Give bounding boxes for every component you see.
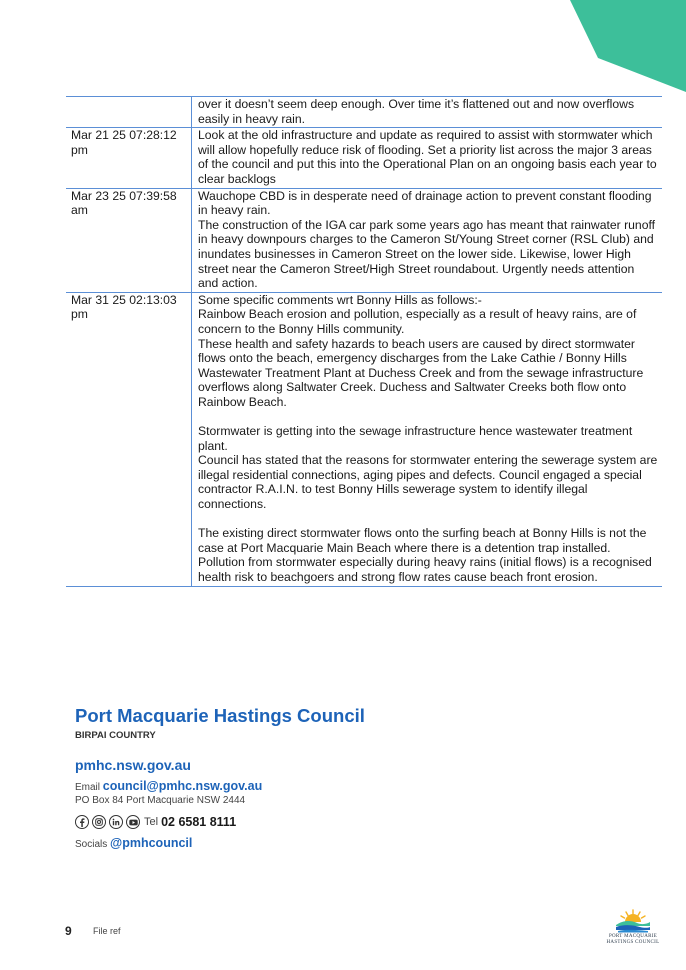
logo-mark-icon [613,908,653,934]
table-row [66,292,662,586]
comment-paragraph: The existing direct stormwater flows onto the surfing beach at Bonny Hills is not the case at Port Macquarie Main Beach where there is a detention trap installed. [198,526,647,555]
comment-date: Mar 21 25 07:28:12 pm [66,128,192,188]
comment-paragraph: Rainbow Beach erosion and pollution, especially as a result of heavy rains, are of concern to the Bonny Hills community. [198,307,637,336]
comment-paragraph: Some specific comments wrt Bonny Hills as follows:- [198,292,482,307]
facebook-icon[interactable] [75,815,89,829]
linkedin-icon[interactable] [109,815,123,829]
corner-decoration [570,0,686,92]
email-link[interactable]: council@pmhc.nsw.gov.au [102,779,263,793]
logo-text-line2: HASTINGS COUNCIL [606,940,660,945]
comment-text [192,128,663,188]
comment-paragraph: The construction of the IGA car park some years ago has meant that rainwater runoff in heavy downpours charges to the Cameron St/Young Street corner (RSL Club) and inundates businesses in Cameron Street on the lower side. Likewise, lower High street near the Cameron Street/High Street roundabout. Urgently needs attention and action. [198,217,656,291]
comment-paragraph: over it doesn’t seem deep enough. Over time it’s flattened out and now overflows easily in heavy rain. [198,97,635,126]
comment-date: Mar 23 25 07:39:58 am [66,188,192,292]
country-label: BIRPAI COUNTRY [75,730,156,741]
comment-paragraph: Pollution from stormwater especially during heavy rains (initial flows) is a recognised health risk to beachgoers and strong flow rates cause beach front erosion. [198,555,652,584]
comment-date [66,97,192,128]
comment-paragraph: Stormwater is getting into the sewage infrastructure hence wastewater treatment plant. [198,424,633,453]
council-name: Port Macquarie Hastings Council [75,705,365,726]
comments-table [66,96,662,587]
comment-text [192,97,663,128]
comment-paragraph: Wauchope CBD is in desperate need of drainage action to prevent constant flooding in heavy rain. [198,188,652,218]
comment-paragraph: These health and safety hazards to beach users are caused by direct stormwater flows onto the beach, emergency discharges from the Lake Cathie / Bonny Hills Wastewater Treatment Plant at Duchess Creek and from the sewage infrastructure overflows along Saltwater Creek. Duchess and Saltwater Creeks both flow onto Rainbow Beach. [198,336,644,409]
table-row [66,128,662,188]
comment-text [192,292,663,586]
comment-paragraph: Council has stated that the reasons for stormwater entering the sewerage system are illegal residential connections, aging pipes and defects. Council engaged a special contractor R.A.I.N. to test Bonny Hills sewerage system to identify illegal connections. [198,453,658,512]
table-row [66,97,662,128]
comment-text [192,188,663,292]
instagram-icon[interactable] [92,815,106,829]
socials-label: Socials [75,839,108,850]
comment-date: Mar 31 25 02:13:03 pm [66,292,192,586]
tel-number[interactable]: 02 6581 8111 [161,815,237,829]
email-line [75,779,262,793]
logo-text-line1: PORT MACQUARIE [608,934,658,939]
email-label: Email [75,782,101,793]
socials-handle[interactable]: @pmhcouncil [110,836,193,850]
comment-paragraph: Look at the old infrastructure and update as required to assist with stormwater which will allow hopefully reduce risk of flooding. Set a priority list across the major 3 areas of the council and put this into the Operational Plan on an ongoing basis each year to clear backlogs [198,128,657,186]
council-logo [606,908,660,952]
table-row [66,188,662,292]
postal-address: PO Box 84 Port Macquarie NSW 2444 [75,795,246,806]
social-contact-row [75,815,236,829]
youtube-icon[interactable] [126,815,140,829]
file-ref: File ref [93,926,121,936]
website-link[interactable]: pmhc.nsw.gov.au [75,757,191,773]
socials-line [75,836,192,850]
tel-label: Tel [144,816,159,828]
page-number: 9 [65,924,72,938]
